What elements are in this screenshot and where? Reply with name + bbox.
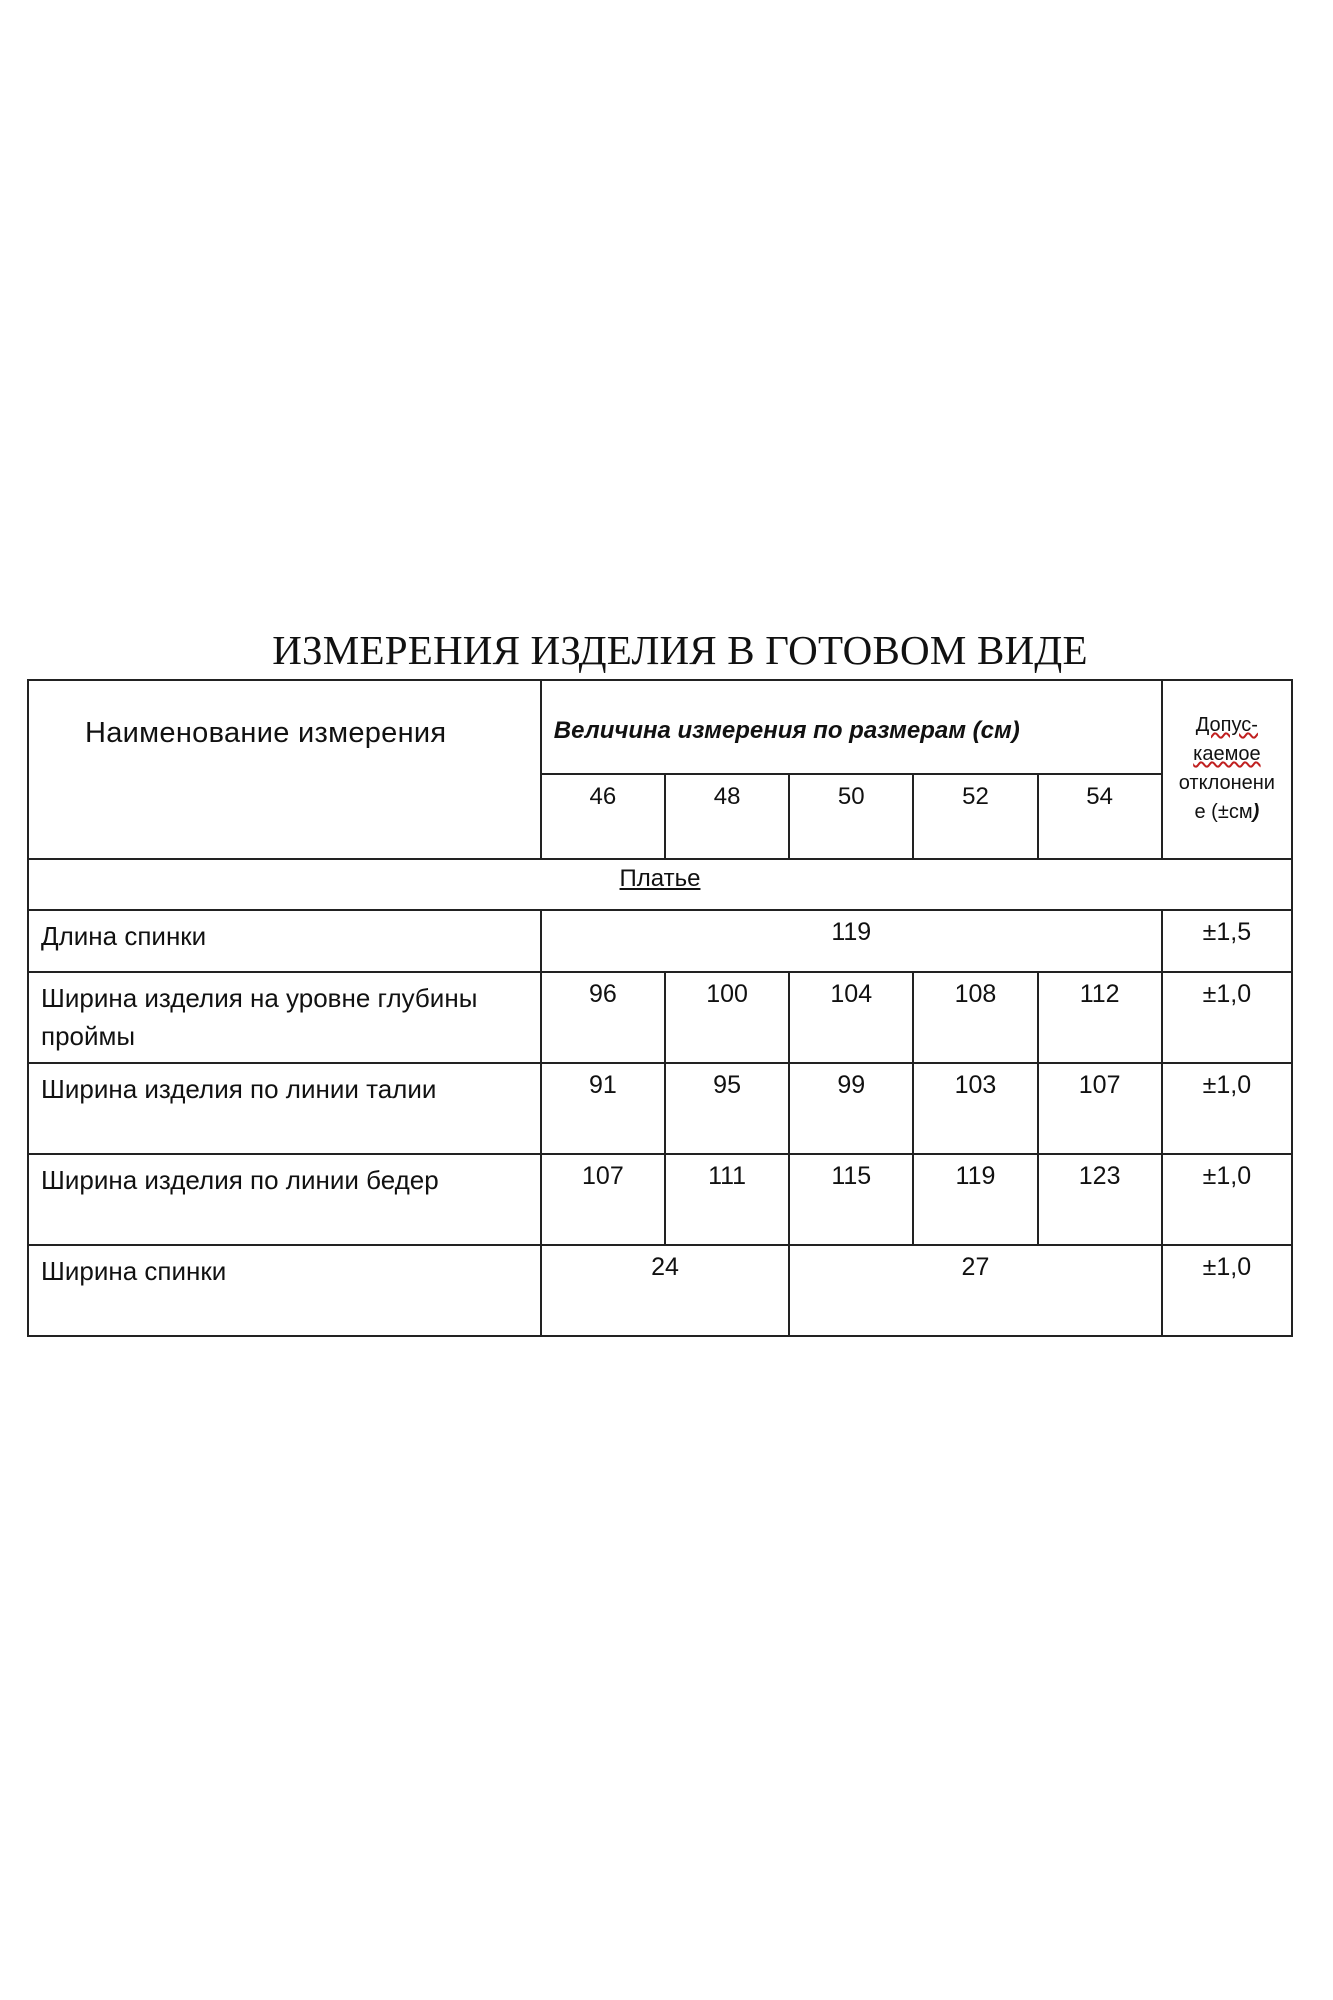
row-name: Длина спинки bbox=[28, 910, 541, 972]
header-tolerance bbox=[1162, 680, 1292, 859]
table-row bbox=[28, 910, 1292, 972]
row-merged-value: 119 bbox=[541, 910, 1162, 972]
header-size-values: Величина измерения по размерам (см) bbox=[541, 680, 1162, 774]
row-value: 91 bbox=[541, 1063, 665, 1154]
row-value: 107 bbox=[1038, 1063, 1162, 1154]
tolerance-line-2: каемое bbox=[1193, 743, 1261, 765]
row-tolerance: ±1,0 bbox=[1162, 1063, 1292, 1154]
tolerance-line-4: е (±см bbox=[1194, 801, 1253, 823]
section-row bbox=[28, 859, 1292, 910]
row-value: 103 bbox=[913, 1063, 1037, 1154]
row-tolerance: ±1,0 bbox=[1162, 1245, 1292, 1336]
row-value: 108 bbox=[913, 972, 1037, 1063]
table-header-row bbox=[28, 680, 1292, 774]
row-value: 95 bbox=[665, 1063, 789, 1154]
row-value: 99 bbox=[789, 1063, 913, 1154]
row-name: Ширина спинки bbox=[28, 1245, 541, 1336]
document-title: ИЗМЕРЕНИЯ ИЗДЕЛИЯ В ГОТОВОМ ВИДЕ bbox=[272, 627, 1088, 673]
header-measurement-name: Наименование измерения bbox=[28, 680, 541, 859]
row-tolerance: ±1,0 bbox=[1162, 1154, 1292, 1245]
row-value: 107 bbox=[541, 1154, 665, 1245]
row-value: 112 bbox=[1038, 972, 1162, 1063]
row-name: Ширина изделия по линии бедер bbox=[28, 1154, 541, 1245]
size-46: 46 bbox=[541, 774, 665, 859]
row-value: 119 bbox=[913, 1154, 1037, 1245]
table-row bbox=[28, 1063, 1292, 1154]
row-value: 111 bbox=[665, 1154, 789, 1245]
row-value-group-2: 27 bbox=[789, 1245, 1162, 1336]
tolerance-line-4-suffix: ) bbox=[1252, 801, 1260, 823]
size-48: 48 bbox=[665, 774, 789, 859]
table-row bbox=[28, 1154, 1292, 1245]
row-name: Ширина изделия по линии талии bbox=[28, 1063, 541, 1154]
row-value: 100 bbox=[665, 972, 789, 1063]
table-row bbox=[28, 1245, 1292, 1336]
measurements-table bbox=[27, 679, 1293, 1337]
tolerance-line-3: отклонени bbox=[1178, 772, 1275, 794]
row-name: Ширина изделия на уровне глубины проймы bbox=[28, 972, 541, 1063]
section-title-cell bbox=[28, 859, 1292, 910]
table-row bbox=[28, 972, 1292, 1063]
row-tolerance: ±1,0 bbox=[1162, 972, 1292, 1063]
size-52: 52 bbox=[913, 774, 1037, 859]
row-tolerance: ±1,5 bbox=[1162, 910, 1292, 972]
row-value-group-1: 24 bbox=[541, 1245, 789, 1336]
row-value: 115 bbox=[789, 1154, 913, 1245]
size-50: 50 bbox=[789, 774, 913, 859]
row-value: 96 bbox=[541, 972, 665, 1063]
size-54: 54 bbox=[1038, 774, 1162, 859]
row-value: 104 bbox=[789, 972, 913, 1063]
tolerance-line-1: Допус- bbox=[1195, 714, 1258, 736]
row-value: 123 bbox=[1038, 1154, 1162, 1245]
section-title: Платье bbox=[619, 865, 701, 892]
